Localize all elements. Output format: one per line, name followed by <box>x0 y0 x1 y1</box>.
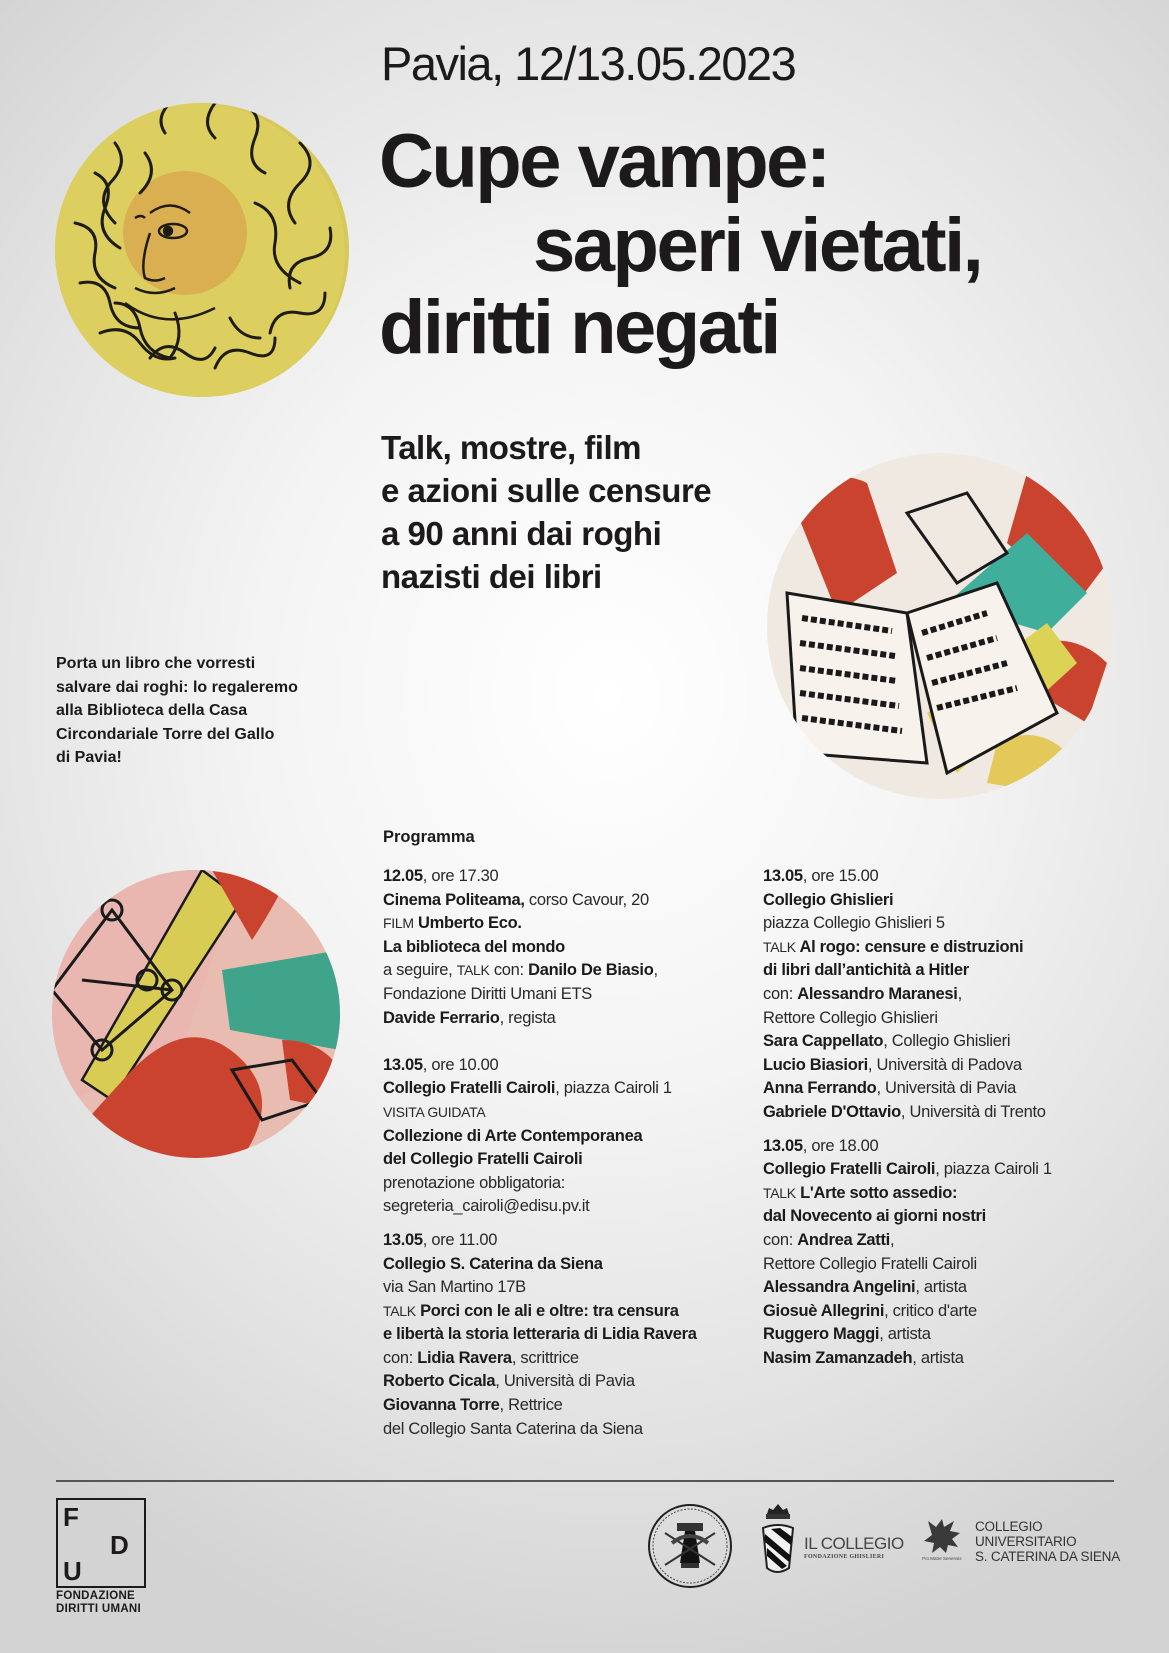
event-date: 13.05 <box>763 867 803 885</box>
speaker-role: , Collegio Ghislieri <box>883 1032 1011 1051</box>
subtitle <box>381 426 711 598</box>
speaker-role: , regista <box>499 1008 556 1027</box>
speaker-role: , Università di Padova <box>867 1055 1022 1074</box>
separator: , <box>889 1230 895 1249</box>
event-type: TALK <box>763 938 796 955</box>
speaker-role: , Università di Pavia <box>876 1079 1016 1098</box>
event-date: Pavia, 12/13.05.2023 <box>381 37 796 90</box>
event-date: 12.05 <box>383 867 423 885</box>
program-heading: Programma <box>383 828 475 846</box>
siena-motto: Pro Matre Senensis <box>922 1556 962 1561</box>
event-type: VISITA GUIDATA <box>383 1103 486 1120</box>
event-type: TALK <box>383 1302 416 1319</box>
separator: , <box>653 961 658 980</box>
booking-email[interactable]: segreteria_cairoli@edisu.pv.it <box>383 1197 590 1216</box>
event-address: via San Martino 17B <box>383 1278 526 1297</box>
subtitle-line: Talk, mostre, film <box>381 429 641 466</box>
event-venue: Collegio Fratelli Cairoli <box>763 1160 936 1179</box>
siena-name-line: S. CATERINA DA SIENA <box>975 1549 1121 1564</box>
speaker-name: Andrea Zatti <box>797 1230 890 1249</box>
event-address: piazza Collegio Ghislieri 5 <box>763 914 945 933</box>
program-event <box>763 1135 1052 1371</box>
program-column-1 <box>383 865 697 1441</box>
speaker-name: Alessandra Angelini <box>763 1278 916 1297</box>
program-event <box>383 1229 697 1441</box>
note-line: Porta un libro che vorresti <box>56 655 256 672</box>
event-venue: Collegio S. Caterina da Siena <box>383 1254 603 1273</box>
speaker-name: Ruggero Maggi <box>763 1325 880 1344</box>
speaker-role: , artista <box>915 1278 967 1297</box>
event-type: FILM <box>383 915 414 932</box>
event-time: , ore 15.00 <box>802 867 879 885</box>
speakers-label: con: <box>763 1230 798 1249</box>
subtitle-line: nazisti dei libri <box>381 558 602 595</box>
event-type: TALK <box>763 1184 796 1201</box>
speaker-name: Danilo De Biasio <box>528 961 654 980</box>
event-title: del Collegio Fratelli Cairoli <box>383 1150 583 1169</box>
burning-book-illustration <box>52 870 340 1158</box>
speaker-role: del Collegio Santa Caterina da Siena <box>383 1419 643 1438</box>
event-title: di libri dall’antichità a Hitler <box>763 961 969 980</box>
speaker-name: Gabriele D'Ottavio <box>763 1102 901 1121</box>
cairoli-seal-logo <box>647 1503 733 1589</box>
siena-college-name <box>975 1519 1120 1564</box>
event-title: La biblioteca del mondo <box>383 937 565 956</box>
title-line-3: diritti negati <box>379 285 779 370</box>
ghislieri-crest-logo <box>757 1502 799 1580</box>
speaker-name: Alessandro Maranesi <box>797 984 958 1003</box>
speaker-role: , scrittrice <box>511 1348 579 1367</box>
event-time: , ore 10.00 <box>422 1055 499 1074</box>
speaker-role: , Università di Trento <box>900 1102 1046 1121</box>
event-title: Al rogo: censure e distruzioni <box>795 937 1024 956</box>
speaker-name: Sara Cappellato <box>763 1032 884 1051</box>
speaker-role: Fondazione Diritti Umani ETS <box>383 984 592 1003</box>
burning-books-illustration <box>767 453 1113 799</box>
speaker-name: Anna Ferrando <box>763 1079 877 1098</box>
book-donation-note <box>56 652 298 770</box>
speakers-label: con: <box>763 984 798 1003</box>
speakers-label: con: <box>383 1348 418 1367</box>
ghislieri-name: IL COLLEGIO <box>804 1534 904 1553</box>
event-time: , ore 17.30 <box>422 867 499 885</box>
speaker-role: , critico d'arte <box>884 1301 977 1320</box>
speaker-name: Giosuè Allegrini <box>763 1301 885 1320</box>
speaker-name: Giovanna Torre <box>383 1396 500 1415</box>
speaker-role: , artista <box>879 1325 931 1344</box>
speaker-role: , Università di Pavia <box>495 1372 635 1391</box>
note-line: salvare dai roghi: lo regaleremo <box>56 678 298 696</box>
siena-name-line: UNIVERSITARIO <box>975 1534 1077 1549</box>
fdu-letter: F <box>63 1502 79 1532</box>
subtitle-line: a 90 anni dai roghi <box>381 515 662 552</box>
program-event <box>383 865 697 1030</box>
speaker-role: , artista <box>912 1348 964 1367</box>
event-time: , ore 18.00 <box>802 1136 879 1155</box>
fdu-name-line: FONDAZIONE <box>56 1590 136 1602</box>
event-title: L'Arte sotto assedio: <box>795 1183 958 1202</box>
event-venue: Cinema Politeama, <box>383 890 525 909</box>
footer-divider <box>56 1480 1114 1482</box>
event-address: , piazza Cairoli 1 <box>555 1079 672 1098</box>
event-type: TALK <box>456 962 490 979</box>
event-title: dal Novecento ai giorni nostri <box>763 1207 986 1226</box>
speaker-name: Roberto Cicala <box>383 1372 496 1391</box>
program-event <box>763 865 1052 1125</box>
event-address: corso Cavour, 20 <box>524 890 649 909</box>
fdu-name <box>56 1590 141 1615</box>
fdu-letter: D <box>110 1530 129 1560</box>
griffin-logo <box>922 1517 964 1555</box>
speaker-role: Rettore Collegio Fratelli Cairoli <box>763 1254 977 1273</box>
note-line: di Pavia! <box>56 749 122 766</box>
event-date: 13.05 <box>383 1055 423 1074</box>
event-date: 13.05 <box>763 1136 803 1155</box>
subtitle-line: e azioni sulle censure <box>381 472 712 509</box>
speaker-name: Lidia Ravera <box>417 1348 512 1367</box>
speaker-role: , Rettrice <box>499 1396 563 1415</box>
event-venue: Collegio Ghislieri <box>763 890 894 909</box>
event-title: Umberto Eco. <box>413 914 522 933</box>
event-venue: Collegio Fratelli Cairoli <box>383 1079 556 1098</box>
event-address: , piazza Cairoli 1 <box>935 1160 1052 1179</box>
separator: , <box>957 984 962 1003</box>
sun-face-illustration <box>55 103 349 397</box>
note-line: Circondariale Torre del Gallo <box>56 725 275 743</box>
event-title: Porci con le ali e oltre: tra censura <box>415 1301 679 1320</box>
event-followup: a seguire, <box>383 961 457 980</box>
event-time: , ore 11.00 <box>422 1230 498 1249</box>
siena-name-line: COLLEGIO <box>975 1519 1043 1534</box>
fdu-letter: U <box>63 1556 82 1586</box>
title-line-2: saperi vietati, <box>533 203 982 288</box>
booking-info: prenotazione obbligatoria: <box>383 1173 566 1192</box>
speaker-name: Nasim Zamanzadeh <box>763 1348 913 1367</box>
fdu-logo <box>56 1498 146 1588</box>
speaker-name: Lucio Biasiori <box>763 1055 868 1074</box>
title-line-1: Cupe vampe: <box>379 119 829 204</box>
event-title: e libertà la storia letteraria di Lidia Ravera <box>383 1325 697 1344</box>
note-line: alla Biblioteca della Casa <box>56 702 248 719</box>
event-title: Collezione di Arte Contemporanea <box>383 1126 643 1145</box>
speaker-role: Rettore Collegio Ghislieri <box>763 1008 938 1027</box>
fdu-name-line: DIRITTI UMANI <box>56 1602 142 1615</box>
event-date: 13.05 <box>383 1230 423 1249</box>
speaker-name: Davide Ferrario <box>383 1008 500 1027</box>
ghislieri-subtitle: FONDAZIONE GHISLIERI <box>804 1554 885 1560</box>
program-column-2 <box>763 865 1052 1370</box>
speakers-label: con: <box>489 961 529 980</box>
program-event <box>383 1054 697 1219</box>
